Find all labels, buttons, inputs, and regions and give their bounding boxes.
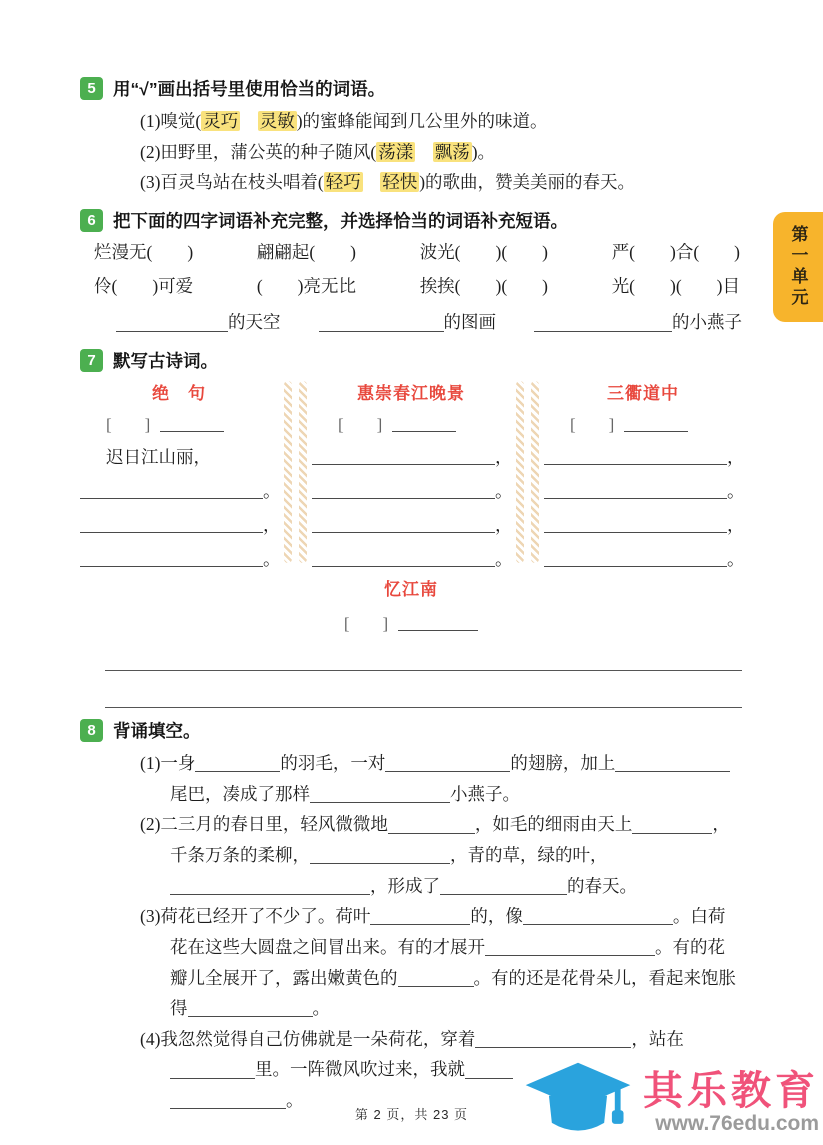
text-segment: (1)嗅觉( [140,111,202,131]
poem-divider [278,381,312,563]
text-segment: 的羽毛，一对 [280,753,386,774]
question-title: 用“√”画出括号里使用恰当的词语。 [113,79,386,99]
idiom-with-blanks: 波光( )( ) [419,241,548,262]
text-segment: ，青的草，绿的叶， [450,845,608,865]
hatch-strip [299,381,307,563]
punctuation: 。 [727,481,745,502]
text-segment: ，站在 [631,1028,684,1049]
text-segment: (4)我忽然觉得自己仿佛就是一朵荷花，穿着 [140,1028,476,1049]
question-number-badge: 7 [80,349,103,372]
text-segment: ，如毛的细雨由天上 [474,814,633,835]
publisher-logo [513,1057,819,1145]
text-segment: )的歌曲，赞美美丽的春天。 [419,172,636,193]
poem-line [80,469,281,503]
poem-title: 三衢道中 [607,384,679,404]
text-segment: ，千条万条的柔柳， [170,814,730,865]
logo-website: www.76edu.com [655,1112,819,1136]
question-block [80,718,742,1116]
poem-column [312,379,513,571]
question-block [80,76,742,198]
text-segment: 。白荷花在这些大圆盘之间冒出来。有的才展开 [170,906,726,957]
question-item [140,809,742,901]
question-title: 把下面的四字词语补充完整，并选择恰当的词语补充短语。 [113,210,568,231]
punctuation: 。 [727,549,745,570]
hatch-strip [284,381,292,563]
author-bracket: [ ] [343,614,397,634]
poem-author-line [344,609,478,634]
text-segment: 。 [312,998,330,1019]
text-segment: 的翅膀，加上 [510,753,616,774]
question-header [80,348,742,373]
poem-line [544,469,745,503]
idiom-with-blanks: 伶( )可爱 [94,275,194,296]
highlighted-word: 轻快 [382,172,418,193]
question-item [140,167,742,198]
punctuation: 。 [263,549,281,570]
unit-tab: 第一单元 [773,212,823,322]
poem-grid [80,379,745,571]
question-block [80,208,742,338]
text-segment: ，形成了 [370,875,440,896]
answer-blank [523,907,673,926]
punctuation: ， [727,447,745,468]
answer-blank [80,564,263,567]
text-segment: 。 [286,1090,304,1110]
answer-blank [312,462,495,465]
hatch-strip [531,381,539,563]
answer-blank [80,496,263,499]
poem-line [312,469,513,503]
answer-blank [312,530,495,533]
answer-blank [544,564,727,567]
poem-line [80,537,281,571]
logo-brand-name: 其乐教育 [643,1069,819,1114]
poem-line [312,435,513,469]
question-number-badge: 8 [80,719,103,742]
poem-line [544,435,745,469]
phrase-with-blank [319,308,497,338]
text-segment: 尾巴，凑成了那样 [170,783,310,804]
idiom-row [94,238,740,268]
poem-title: 忆江南 [384,580,438,600]
poem-line [544,537,745,571]
question-item [140,106,742,137]
answer-blank [312,564,495,567]
answer-blank [615,754,730,773]
phrase-row [116,308,742,338]
center-poem [80,575,742,634]
poem-column [544,379,745,571]
answer-blank [440,876,567,895]
text-segment: (3)荷花已经开了不少了。荷叶 [140,906,371,927]
answer-blank [370,907,470,926]
answer-blank [116,313,228,332]
punctuation: ， [263,515,281,536]
text-segment: (2)田野里，蒲公英的种子随风( [140,141,377,162]
poem-line [312,503,513,537]
text-segment: 的图画 [443,312,496,333]
author-blank [392,429,456,432]
poem-answer-line [105,670,742,671]
text-segment: 。有的花瓣儿全展开了，露出嫩黄色的 [170,936,725,988]
text-segment: 的天空 [228,312,281,333]
idiom-with-blanks: 光( )( )目 [611,275,740,296]
highlighted-word: 轻巧 [325,172,361,193]
question-title: 默写古诗词。 [113,351,218,372]
answer-blank [544,462,727,465]
text-segment: 小燕子。 [450,783,520,804]
text-segment: (1)一身 [140,753,196,774]
punctuation: 。 [263,481,281,502]
answer-blank [188,999,313,1018]
answer-blank [312,496,495,499]
author-blank [398,628,478,631]
text-segment: )。 [471,141,496,162]
poem-line [544,503,745,537]
answer-blank [632,815,712,834]
punctuation: ， [495,515,513,536]
question-header [80,76,742,101]
answer-blank [544,530,727,533]
poem-text: 迟日江山丽， [106,447,211,468]
text-segment: 。有的还是花骨朵儿，看起来饱胀得 [170,967,736,1019]
idiom-with-blanks: 严( )合( ) [611,241,740,262]
answer-blank [310,784,450,803]
answer-blank [388,815,475,834]
question-item [140,901,742,1024]
answer-blank [195,754,280,773]
poem-line [80,435,278,469]
author-bracket: [ ] [570,415,623,435]
text-segment [363,172,381,192]
highlighted-word: 荡漾 [378,141,414,162]
punctuation: ， [727,515,745,536]
answer-blank [534,313,672,332]
answer-blank [319,313,444,332]
questions-area [80,76,745,1126]
highlighted-word: 飘荡 [434,141,470,162]
logo-text-block [643,1070,819,1135]
text-segment [415,142,433,162]
hatch-strip [516,381,524,563]
idiom-row [94,272,740,302]
poem-answer-line [105,707,742,708]
answer-blank [170,1060,255,1079]
answer-blank [544,496,727,499]
poem-author-line [312,403,510,435]
answer-blank [310,846,450,865]
answer-blank [170,876,370,895]
question-block [80,348,745,708]
idiom-with-blanks: ( )亮无比 [256,275,356,296]
answer-blank [398,968,474,987]
text-segment: (3)百灵鸟站在枝头唱着( [140,172,324,193]
idiom-with-blanks: 翩翩起( ) [256,241,356,262]
author-bracket: [ ] [106,415,159,435]
text-segment [240,111,258,131]
question-item [140,137,742,168]
page-number: 第 2 页，共 23 页 [354,1107,469,1122]
text-segment: 里。一阵微风吹过来，我就 [255,1059,465,1080]
question-header [80,208,742,233]
poem-title: 惠崇春江晚景 [357,384,465,404]
author-bracket: [ ] [338,415,391,435]
author-blank [624,429,688,432]
poem-column [80,379,281,571]
text-segment: )的蜜蜂能闻到几公里外的味道。 [296,111,548,131]
poem-author-line [544,403,742,435]
punctuation: 。 [495,481,513,502]
poem-author-line [80,403,278,435]
punctuation: ， [495,447,513,468]
phrase-with-blank [534,308,742,338]
answer-blank [80,530,263,533]
text-segment: (2)二三月的春日里，轻风微微地 [140,814,388,835]
author-blank [160,429,224,432]
poem-divider [510,381,544,563]
graduation-cap-icon [519,1057,637,1145]
question-title: 背诵填空。 [113,721,201,742]
phrase-with-blank [116,308,281,338]
text-segment: 的，像 [470,906,523,927]
poem-line [80,503,281,537]
idiom-with-blanks: 挨挨( )( ) [419,275,548,296]
highlighted-word: 灵敏 [259,111,295,131]
poem-line [312,537,513,571]
punctuation: 。 [495,549,513,570]
idiom-with-blanks: 烂漫无( ) [94,241,194,262]
answer-blank [475,1029,631,1048]
poem-title: 绝 句 [152,384,206,404]
text-segment: 的小燕子 [672,312,742,333]
question-item [140,748,742,809]
text-segment: 的春天。 [567,875,637,896]
answer-blank [485,938,655,957]
question-header [80,718,742,743]
question-number-badge: 5 [80,77,103,100]
answer-blank [385,754,510,773]
highlighted-word: 灵巧 [203,111,239,131]
question-number-badge: 6 [80,209,103,232]
